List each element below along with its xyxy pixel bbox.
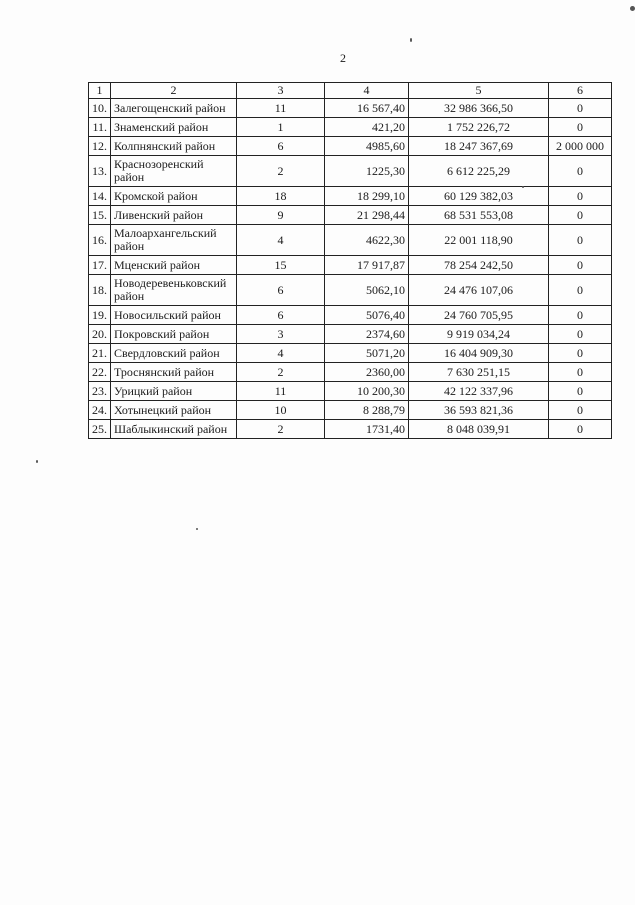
column-6-cell: 0	[549, 206, 612, 225]
district-name-cell: Знаменский район	[111, 118, 237, 137]
column-4-cell: 2374,60	[325, 325, 409, 344]
data-table	[88, 82, 612, 439]
row-number-cell: 18.	[89, 275, 111, 306]
column-4-cell: 8 288,79	[325, 401, 409, 420]
column-6-cell: 0	[549, 382, 612, 401]
scan-speck	[522, 186, 524, 188]
column-4-cell: 16 567,40	[325, 99, 409, 118]
column-5-cell: 16 404 909,30	[409, 344, 549, 363]
column-4-cell: 4622,30	[325, 225, 409, 256]
table-row	[89, 187, 612, 206]
table-row	[89, 275, 612, 306]
scan-speck	[36, 460, 38, 463]
table-row	[89, 420, 612, 439]
column-4-cell: 421,20	[325, 118, 409, 137]
table-row	[89, 118, 612, 137]
table-row	[89, 344, 612, 363]
column-3-cell: 6	[237, 137, 325, 156]
column-6-cell: 0	[549, 225, 612, 256]
column-6-cell: 0	[549, 344, 612, 363]
district-name-cell: Новодеревеньковский район	[111, 275, 237, 306]
district-name-cell: Малоархангельский район	[111, 225, 237, 256]
column-3-cell: 2	[237, 363, 325, 382]
header-cell: 4	[325, 83, 409, 99]
column-6-cell: 0	[549, 256, 612, 275]
column-5-cell: 18 247 367,69	[409, 137, 549, 156]
column-3-cell: 11	[237, 382, 325, 401]
row-number-cell: 15.	[89, 206, 111, 225]
table-row	[89, 99, 612, 118]
column-5-cell: 22 001 118,90	[409, 225, 549, 256]
column-3-cell: 6	[237, 306, 325, 325]
district-name-cell: Мценский район	[111, 256, 237, 275]
row-number-cell: 12.	[89, 137, 111, 156]
district-name-cell: Залегощенский район	[111, 99, 237, 118]
page-number: 2	[340, 51, 346, 65]
column-4-cell: 17 917,87	[325, 256, 409, 275]
column-4-cell: 10 200,30	[325, 382, 409, 401]
row-number-cell: 23.	[89, 382, 111, 401]
column-6-cell: 0	[549, 99, 612, 118]
column-3-cell: 2	[237, 420, 325, 439]
district-name-cell: Ливенский район	[111, 206, 237, 225]
column-6-cell: 2 000 000	[549, 137, 612, 156]
column-6-cell: 0	[549, 363, 612, 382]
table-row	[89, 325, 612, 344]
row-number-cell: 14.	[89, 187, 111, 206]
column-5-cell: 7 630 251,15	[409, 363, 549, 382]
column-4-cell: 1731,40	[325, 420, 409, 439]
column-3-cell: 4	[237, 225, 325, 256]
column-6-cell: 0	[549, 275, 612, 306]
column-4-cell: 18 299,10	[325, 187, 409, 206]
header-cell: 1	[89, 83, 111, 99]
column-6-cell: 0	[549, 420, 612, 439]
table-row	[89, 306, 612, 325]
row-number-cell: 17.	[89, 256, 111, 275]
column-4-cell: 4985,60	[325, 137, 409, 156]
row-number-cell: 25.	[89, 420, 111, 439]
column-3-cell: 11	[237, 99, 325, 118]
column-6-cell: 0	[549, 306, 612, 325]
district-name-cell: Колпнянский район	[111, 137, 237, 156]
column-6-cell: 0	[549, 118, 612, 137]
header-cell: 6	[549, 83, 612, 99]
scan-speck	[630, 6, 635, 11]
row-number-cell: 13.	[89, 156, 111, 187]
scan-speck	[410, 38, 412, 42]
row-number-cell: 24.	[89, 401, 111, 420]
column-3-cell: 2	[237, 156, 325, 187]
column-4-cell: 1225,30	[325, 156, 409, 187]
column-3-cell: 1	[237, 118, 325, 137]
column-5-cell: 60 129 382,03	[409, 187, 549, 206]
column-4-cell: 21 298,44	[325, 206, 409, 225]
column-5-cell: 78 254 242,50	[409, 256, 549, 275]
column-6-cell: 0	[549, 325, 612, 344]
column-5-cell: 42 122 337,96	[409, 382, 549, 401]
column-3-cell: 6	[237, 275, 325, 306]
column-6-cell: 0	[549, 187, 612, 206]
scan-speck	[196, 528, 198, 530]
table-row	[89, 137, 612, 156]
table-row	[89, 206, 612, 225]
column-6-cell: 0	[549, 401, 612, 420]
table-row	[89, 256, 612, 275]
table-row	[89, 382, 612, 401]
district-name-cell: Урицкий район	[111, 382, 237, 401]
column-4-cell: 2360,00	[325, 363, 409, 382]
table-header-row	[89, 83, 612, 99]
column-3-cell: 10	[237, 401, 325, 420]
column-3-cell: 18	[237, 187, 325, 206]
column-6-cell: 0	[549, 156, 612, 187]
column-5-cell: 1 752 226,72	[409, 118, 549, 137]
district-name-cell: Новосильский район	[111, 306, 237, 325]
column-5-cell: 9 919 034,24	[409, 325, 549, 344]
table-row	[89, 156, 612, 187]
column-5-cell: 24 760 705,95	[409, 306, 549, 325]
column-5-cell: 68 531 553,08	[409, 206, 549, 225]
district-name-cell: Свердловский район	[111, 344, 237, 363]
table-body	[89, 83, 612, 439]
row-number-cell: 11.	[89, 118, 111, 137]
column-5-cell: 36 593 821,36	[409, 401, 549, 420]
column-5-cell: 8 048 039,91	[409, 420, 549, 439]
column-4-cell: 5076,40	[325, 306, 409, 325]
column-5-cell: 6 612 225,29	[409, 156, 549, 187]
table-row	[89, 225, 612, 256]
district-name-cell: Краснозоренский район	[111, 156, 237, 187]
column-5-cell: 32 986 366,50	[409, 99, 549, 118]
column-5-cell: 24 476 107,06	[409, 275, 549, 306]
column-4-cell: 5071,20	[325, 344, 409, 363]
column-3-cell: 15	[237, 256, 325, 275]
table-row	[89, 401, 612, 420]
column-3-cell: 4	[237, 344, 325, 363]
row-number-cell: 16.	[89, 225, 111, 256]
column-3-cell: 9	[237, 206, 325, 225]
district-name-cell: Кромской район	[111, 187, 237, 206]
header-cell: 3	[237, 83, 325, 99]
table-row	[89, 363, 612, 382]
row-number-cell: 10.	[89, 99, 111, 118]
district-name-cell: Троснянский район	[111, 363, 237, 382]
column-4-cell: 5062,10	[325, 275, 409, 306]
district-name-cell: Покровский район	[111, 325, 237, 344]
row-number-cell: 20.	[89, 325, 111, 344]
district-name-cell: Шаблыкинский район	[111, 420, 237, 439]
column-3-cell: 3	[237, 325, 325, 344]
header-cell: 5	[409, 83, 549, 99]
district-name-cell: Хотынецкий район	[111, 401, 237, 420]
row-number-cell: 19.	[89, 306, 111, 325]
header-cell: 2	[111, 83, 237, 99]
row-number-cell: 22.	[89, 363, 111, 382]
row-number-cell: 21.	[89, 344, 111, 363]
